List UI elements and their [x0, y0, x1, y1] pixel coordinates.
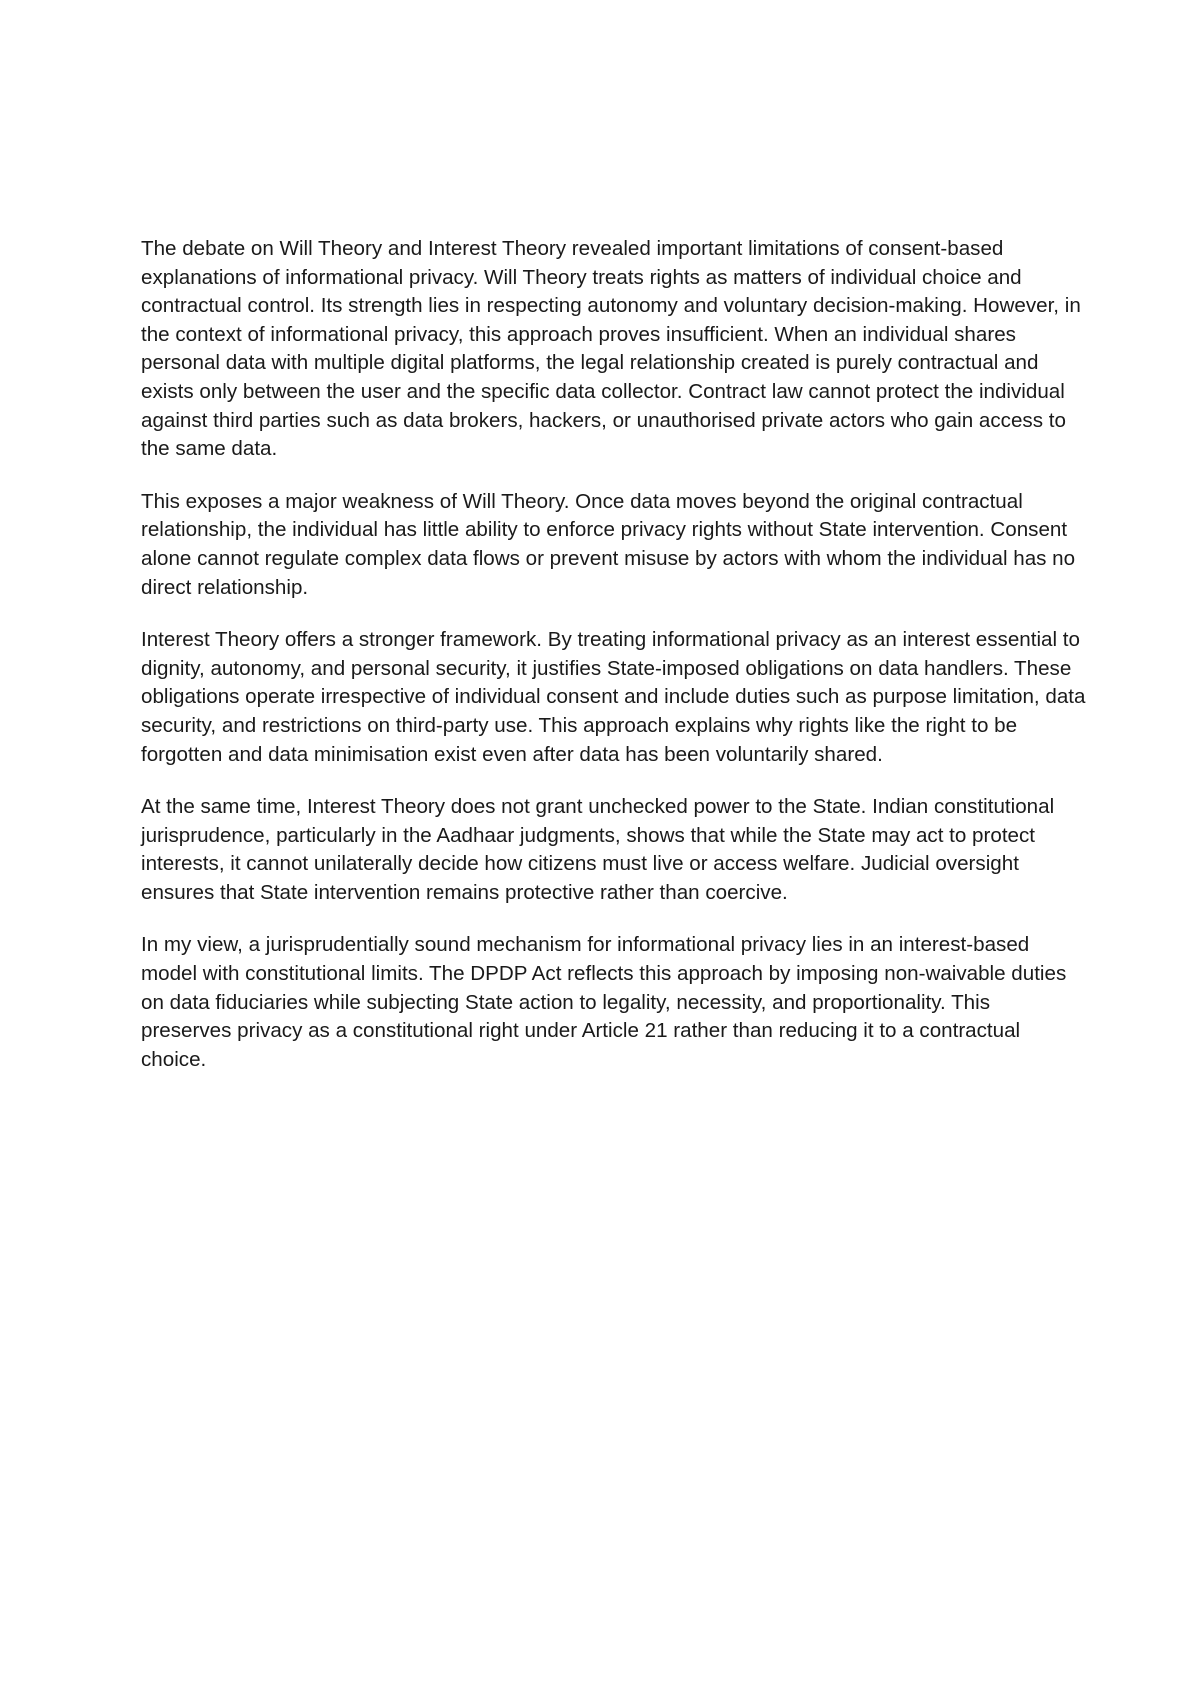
paragraph-conclusion: In my view, a jurisprudentially sound mechanism for informational privacy lies in an interest-based model with constitutional limits. The DPDP Act reflects this approach by imposing non-waivable duties on data fiduciaries while subjecting State action to legality, necessity, and proportionality. This preserves privacy as a constitutional right under Article 21 rather than reducing it to a contractual choice. [141, 933, 1067, 1071]
paragraph-will-theory-limitations: The debate on Will Theory and Interest Theory revealed important limitations of consent-based explanations of informational privacy. Will Theory treats rights as matters of individual choice and contractual control. Its strength lies in respecting autonomy and voluntary decision-making. However, in the context of informational privacy, this approach proves insufficient. When an individual shares personal data with multiple digital platforms, the legal relationship created is purely contractual and exists only between the user and the specific data collector. Contract law cannot protect the individual against third parties such as data brokers, hackers, or unauthorised private actors who gain access to the same data. [141, 237, 1081, 461]
document-body [141, 235, 1086, 1074]
paragraph-interest-theory-framework: Interest Theory offers a stronger framework. By treating informational privacy as an interest essential to dignity, autonomy, and personal security, it justifies State-imposed obligations on data handlers. These obligations operate irrespective of individual consent and include duties such as purpose limitation, data security, and restrictions on third-party use. This approach explains why rights like the right to be forgotten and data minimisation exist even after data has been voluntarily shared. [141, 628, 1086, 766]
paragraph-state-power-limits: At the same time, Interest Theory does not grant unchecked power to the State. Indian constitutional jurisprudence, particularly in the Aadhaar judgments, shows that while the State may act to protect interests, it cannot unilaterally decide how citizens must live or access welfare. Judicial oversight ensures that State intervention remains protective rather than coercive. [141, 795, 1055, 904]
paragraph-will-theory-weakness: This exposes a major weakness of Will Theory. Once data moves beyond the original contractual relationship, the individual has little ability to enforce privacy rights without State intervention. Consent alone cannot regulate complex data flows or prevent misuse by actors with whom the individual has no direct relationship. [141, 489, 1076, 599]
